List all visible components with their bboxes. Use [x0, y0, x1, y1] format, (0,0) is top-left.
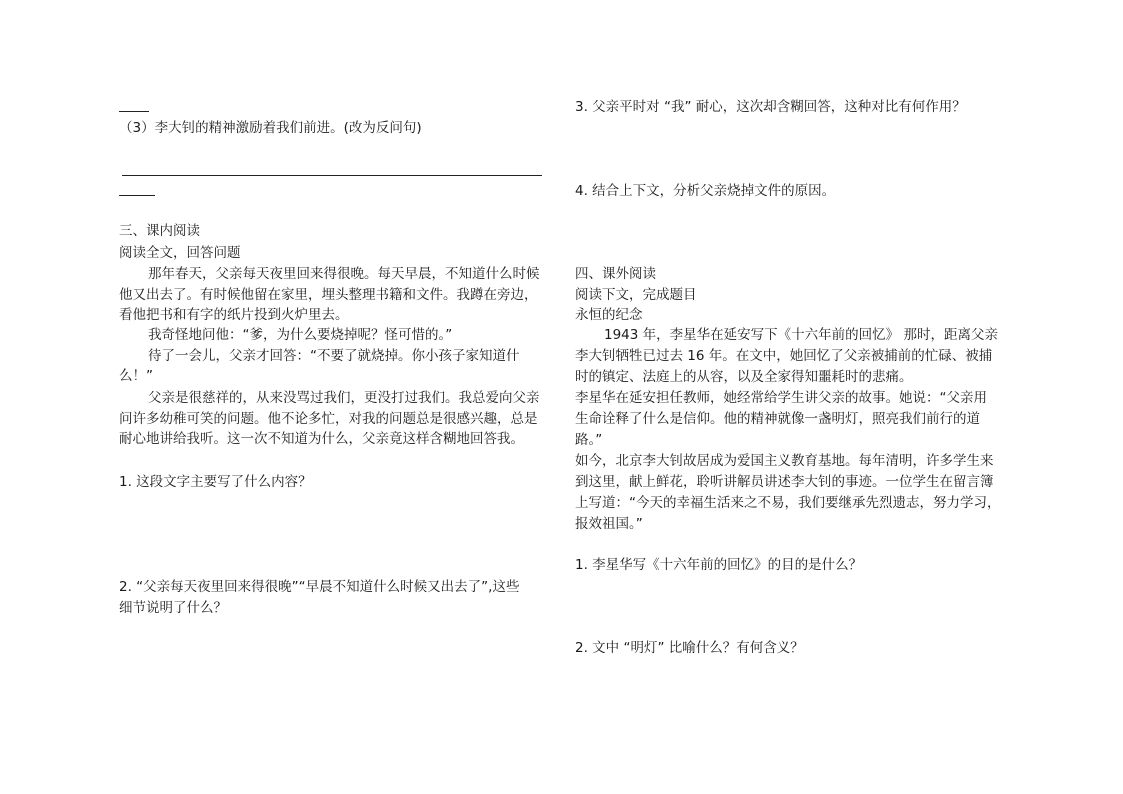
article-line: 如今，北京李大钊故居成为爱国主义教育基地。每年清明，许多学生来 — [575, 453, 994, 469]
article-line: 上写道：“今天的幸福生活来之不易，我们要继承先烈遗志，努力学习， — [575, 495, 1001, 511]
section3-title: 三、课内阅读 — [119, 223, 200, 239]
article-line: 李星华在延安担任教师，她经常给学生讲父亲的故事。她说：“父亲用 — [575, 390, 987, 406]
answer-blank-short-bottom[interactable] — [119, 195, 155, 196]
question-r2: 2. 文中 “明灯” 比喻什么？有何含义？ — [575, 640, 804, 656]
answer-blank-long[interactable] — [122, 175, 542, 176]
passage-line: 待了一会儿，父亲才回答：“不要了就烧掉。你小孩子家知道什 — [148, 348, 520, 364]
passage-line: 么！” — [119, 368, 153, 384]
passage-line: 父亲是很慈祥的，从来没骂过我们，更没打过我们。我总爱向父亲 — [148, 390, 540, 406]
article-line: 到这里，献上鲜花，聆听讲解员讲述李大钊的事迹。一位学生在留言簿 — [575, 474, 994, 490]
question-r1: 1. 李星华写《十六年前的回忆》的目的是什么？ — [575, 557, 863, 573]
passage-line: 问许多幼稚可笑的问题。他不论多忙，对我的问题总是很感兴趣，总是 — [119, 411, 538, 427]
question-2-line2: 细节说明了什么？ — [119, 600, 227, 616]
answer-blank-short-top[interactable] — [119, 111, 149, 112]
section4-title: 四、课外阅读 — [575, 266, 656, 282]
passage-line: 看他把书和有字的纸片投到火炉里去。 — [119, 307, 349, 323]
question-1: 1. 这段文字主要写了什么内容？ — [119, 474, 312, 490]
article-line: 时的镇定、法庭上的从容，以及全家得知噩耗时的悲痛。 — [575, 369, 913, 385]
article-title: 永恒的纪念 — [575, 307, 643, 323]
question-4: 4. 结合上下文，分析父亲烧掉文件的原因。 — [575, 183, 836, 199]
article-line: 1943 年，李星华在延安写下《十六年前的回忆》 那时，距离父亲 — [604, 327, 998, 343]
section3-instruction: 阅读全文，回答问题 — [119, 245, 241, 261]
question-2-line1: 2. “父亲每天夜里回来得很晚”“早晨不知道什么时候又出去了”,这些 — [119, 579, 520, 595]
passage-line: 他又出去了。有时候他留在家里，埋头整理书籍和文件。我蹲在旁边， — [119, 287, 538, 303]
section4-instruction: 阅读下文，完成题目 — [575, 287, 697, 303]
passage-line: 那年春天，父亲每天夜里回来得很晚。每天早晨，不知道什么时候 — [148, 266, 540, 282]
passage-line: 耐心地讲给我听。这一次不知道为什么，父亲竟这样含糊地回答我。 — [119, 431, 524, 447]
q3-rewrite-prompt: （3）李大钊的精神激励着我们前进。(改为反问句) — [119, 120, 422, 136]
question-3: 3. 父亲平时对 “我” 耐心，这次却含糊回答，这种对比有何作用？ — [575, 99, 966, 115]
article-line: 路。” — [575, 432, 603, 448]
passage-line: 我奇怪地问他：“爹，为什么要烧掉呢？怪可惜的。” — [148, 327, 453, 343]
article-line: 生命诠释了什么是信仰。他的精神就像一盏明灯，照亮我们前行的道 — [575, 411, 980, 427]
article-line: 李大钊牺牲已过去 16 年。在文中，她回忆了父亲被捕前的忙碌、被捕 — [575, 348, 993, 364]
article-line: 报效祖国。” — [575, 516, 643, 532]
